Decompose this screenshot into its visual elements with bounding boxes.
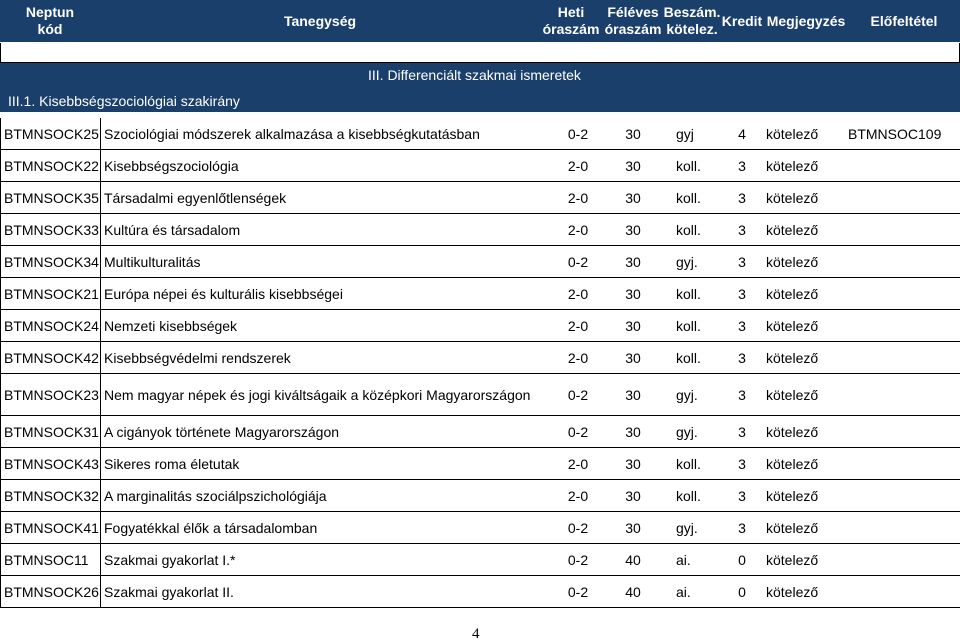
column-divider (100, 544, 101, 576)
semester-hours: 30 (625, 350, 641, 366)
course-name: Szakmai gyakorlat I.* (104, 552, 236, 568)
semester-hours: 30 (625, 318, 641, 334)
header-prereq-label: Előfeltétel (870, 12, 938, 29)
semester-hours: 30 (625, 286, 641, 302)
column-divider (100, 182, 101, 214)
course-code: BTMNSOCK23 (4, 387, 99, 403)
table-row (0, 246, 960, 278)
evaluation-type: gyj. (676, 387, 698, 403)
weekly-hours: 2-0 (567, 350, 589, 366)
table-row (0, 150, 960, 182)
section-subtitle: III.1. Kisebbségszociológiai szakirány (8, 93, 240, 109)
course-code: BTMNSOCK35 (4, 190, 99, 206)
evaluation-type: koll. (676, 190, 701, 206)
course-code: BTMNSOCK25 (4, 126, 99, 142)
header-weekly-hours (540, 0, 602, 42)
course-name: Társadalmi egyenlőtlenségek (104, 190, 287, 206)
course-name: Fogyatékkal élők a társadalomban (104, 520, 318, 536)
column-divider (100, 374, 101, 416)
header-code (0, 0, 100, 42)
evaluation-type: koll. (676, 456, 701, 472)
header-weekly-line2: óraszám (542, 21, 600, 37)
credit-value: 3 (738, 387, 746, 403)
weekly-hours: 2-0 (567, 158, 589, 174)
header-code-line2: kód (37, 21, 63, 37)
column-divider (100, 214, 101, 246)
course-code: BTMNSOCK41 (4, 520, 99, 536)
credit-value: 3 (738, 254, 746, 270)
course-code: BTMNSOC11 (4, 552, 89, 568)
table-row (0, 416, 960, 448)
prerequisite: BTMNSOC109 (848, 126, 942, 142)
requirement-status: kötelező (766, 222, 819, 238)
weekly-hours: 2-0 (567, 286, 589, 302)
course-name: A marginalitás szociálpszichológiája (104, 488, 327, 504)
weekly-hours: 2-0 (567, 488, 589, 504)
header-semester-line2: óraszám (604, 21, 662, 37)
header-evaluation (664, 0, 720, 42)
column-divider (100, 246, 101, 278)
table-row (0, 214, 960, 246)
course-name: A cigányok története Magyarországon (104, 424, 340, 440)
table-row (0, 342, 960, 374)
header-subject-label: Tanegység (283, 12, 357, 29)
requirement-status: kötelező (766, 488, 819, 504)
table-header (0, 0, 960, 42)
requirement-status: kötelező (766, 350, 819, 366)
semester-hours: 40 (625, 552, 641, 568)
requirement-status: kötelező (766, 584, 819, 600)
requirement-status: kötelező (766, 318, 819, 334)
header-semester-hours (602, 0, 664, 42)
column-divider (100, 512, 101, 544)
column-divider (100, 278, 101, 310)
credit-value: 3 (738, 158, 746, 174)
header-weekly-line1: Heti (557, 4, 585, 20)
section-title: III. Differenciált szakmai ismeretek (368, 67, 581, 83)
evaluation-type: gyj (676, 126, 694, 142)
course-name: Nemzeti kisebbségek (104, 318, 238, 334)
semester-hours: 30 (625, 158, 641, 174)
requirement-status: kötelező (766, 456, 819, 472)
evaluation-type: koll. (676, 350, 701, 366)
credit-value: 3 (738, 520, 746, 536)
table-row (0, 544, 960, 576)
header-note-label: Megjegyzés (766, 12, 846, 29)
header-note (764, 0, 848, 42)
table-row (0, 182, 960, 214)
requirement-status: kötelező (766, 190, 819, 206)
evaluation-type: koll. (676, 318, 701, 334)
weekly-hours: 2-0 (567, 190, 589, 206)
credit-value: 0 (738, 584, 746, 600)
course-name: Európa népei és kulturális kisebbségei (104, 286, 343, 302)
requirement-status: kötelező (766, 552, 819, 568)
weekly-hours: 0-2 (567, 424, 589, 440)
credit-value: 4 (738, 126, 746, 142)
course-code: BTMNSOCK42 (4, 350, 99, 366)
evaluation-type: ai. (676, 552, 691, 568)
course-code: BTMNSOCK21 (4, 286, 99, 302)
header-kredit (720, 0, 764, 42)
credit-value: 3 (738, 456, 746, 472)
credit-value: 3 (738, 222, 746, 238)
semester-hours: 40 (625, 584, 641, 600)
header-subject (100, 0, 540, 42)
column-divider (100, 342, 101, 374)
column-divider (100, 150, 101, 182)
header-prereq (848, 0, 960, 42)
table-row (0, 576, 960, 608)
course-code: BTMNSOCK24 (4, 318, 99, 334)
header-code-line1: Neptun (25, 4, 75, 20)
weekly-hours: 0-2 (567, 552, 589, 568)
column-divider (100, 118, 101, 150)
course-name: Nem magyar népek és jogi kiváltságaik a középkori Magyarországon (104, 387, 531, 403)
course-code: BTMNSOCK22 (4, 158, 99, 174)
column-divider (100, 576, 101, 608)
evaluation-type: gyj. (676, 424, 698, 440)
course-code: BTMNSOCK31 (4, 424, 99, 440)
evaluation-type: gyj. (676, 254, 698, 270)
column-divider (100, 416, 101, 448)
weekly-hours: 0-2 (567, 520, 589, 536)
semester-hours: 30 (625, 387, 641, 403)
semester-hours: 30 (625, 190, 641, 206)
course-name: Kisebbségszociológia (104, 158, 239, 174)
header-semester-line1: Féléves (607, 4, 659, 20)
semester-hours: 30 (625, 520, 641, 536)
course-code: BTMNSOCK43 (4, 456, 99, 472)
requirement-status: kötelező (766, 254, 819, 270)
course-code: BTMNSOCK32 (4, 488, 99, 504)
course-name: Sikeres roma életutak (104, 456, 240, 472)
semester-hours: 30 (625, 222, 641, 238)
table-row (0, 374, 960, 416)
credit-value: 3 (738, 424, 746, 440)
header-eval-line1: Beszám. (663, 4, 721, 20)
evaluation-type: koll. (676, 222, 701, 238)
evaluation-type: koll. (676, 158, 701, 174)
row-border (0, 607, 960, 608)
course-code: BTMNSOCK26 (4, 584, 99, 600)
credit-value: 3 (738, 350, 746, 366)
header-kredit-label: Kredit (721, 12, 763, 29)
credit-value: 3 (738, 488, 746, 504)
evaluation-type: koll. (676, 286, 701, 302)
requirement-status: kötelező (766, 286, 819, 302)
weekly-hours: 2-0 (567, 222, 589, 238)
semester-hours: 30 (625, 424, 641, 440)
semester-hours: 30 (625, 254, 641, 270)
course-code: BTMNSOCK34 (4, 254, 99, 270)
weekly-hours: 2-0 (567, 318, 589, 334)
evaluation-type: koll. (676, 488, 701, 504)
column-divider (100, 310, 101, 342)
header-eval-line2: kötelez. (666, 21, 718, 37)
requirement-status: kötelező (766, 158, 819, 174)
weekly-hours: 0-2 (567, 387, 589, 403)
page-number: 4 (472, 626, 480, 642)
table-left-border (0, 118, 1, 608)
semester-hours: 30 (625, 126, 641, 142)
table-row (0, 448, 960, 480)
requirement-status: kötelező (766, 126, 819, 142)
weekly-hours: 0-2 (567, 254, 589, 270)
credit-value: 3 (738, 286, 746, 302)
blank-row (0, 43, 960, 63)
table-row (0, 278, 960, 310)
weekly-hours: 0-2 (567, 584, 589, 600)
course-name: Multikulturalitás (104, 254, 201, 270)
evaluation-type: gyj. (676, 520, 698, 536)
weekly-hours: 2-0 (567, 456, 589, 472)
credit-value: 3 (738, 318, 746, 334)
table-row (0, 310, 960, 342)
course-code: BTMNSOCK33 (4, 222, 99, 238)
requirement-status: kötelező (766, 424, 819, 440)
weekly-hours: 0-2 (567, 126, 589, 142)
semester-hours: 30 (625, 456, 641, 472)
requirement-status: kötelező (766, 387, 819, 403)
course-name: Szakmai gyakorlat II. (104, 584, 234, 600)
column-divider (100, 448, 101, 480)
table-row (0, 512, 960, 544)
credit-value: 3 (738, 190, 746, 206)
course-name: Szociológiai módszerek alkalmazása a kisebbségkutatásban (104, 126, 480, 142)
table-row (0, 118, 960, 150)
table-row (0, 480, 960, 512)
evaluation-type: ai. (676, 584, 691, 600)
column-divider (100, 480, 101, 512)
course-name: Kultúra és társadalom (104, 222, 241, 238)
semester-hours: 30 (625, 488, 641, 504)
section-header (0, 63, 960, 112)
requirement-status: kötelező (766, 520, 819, 536)
course-name: Kisebbségvédelmi rendszerek (104, 350, 291, 366)
credit-value: 0 (738, 552, 746, 568)
